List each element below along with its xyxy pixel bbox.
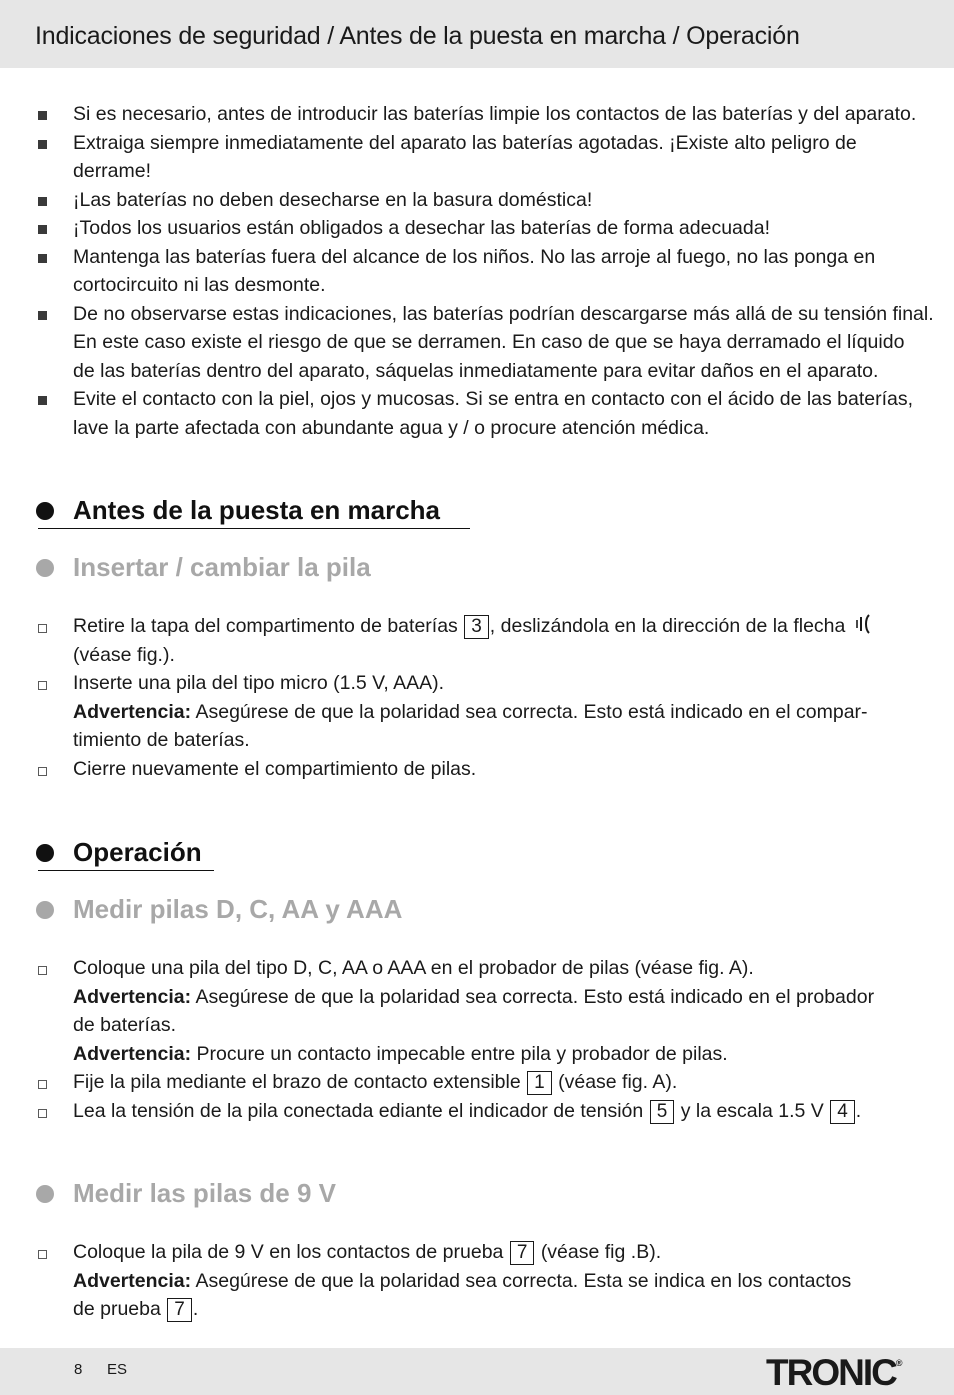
list-item: Fije la pila mediante el brazo de contacto extensible 1 (véase fig. A). <box>0 1068 954 1097</box>
warning-label: Advertencia: <box>73 1269 192 1292</box>
bullet-dot-icon <box>36 844 54 862</box>
list-item: ¡Las baterías no deben desecharse en la basura doméstica! <box>0 186 954 215</box>
part-reference: 5 <box>650 1100 675 1124</box>
list-item: Si es necesario, antes de introducir las baterías limpie los contactos de las baterías y del aparato. <box>0 100 954 129</box>
insert-steps-list <box>0 612 954 783</box>
list-item: Evite el contacto con la piel, ojos y mucosas. Si se entra en contacto con el ácido de las baterías, lave la parte afectada con abundante agua y / o procure atención médica. <box>0 385 954 442</box>
checkbox-bullet-icon <box>38 681 47 690</box>
part-reference: 3 <box>464 615 489 639</box>
page-number: 8 <box>74 1361 83 1378</box>
list-item: Lea la tensión de la pila conectada ediante el indicador de tensión 5 y la escala 1.5 V 4 . <box>0 1097 954 1126</box>
part-reference: 7 <box>167 1298 192 1322</box>
part-reference: 7 <box>510 1241 535 1265</box>
part-reference: 1 <box>527 1071 552 1095</box>
measure-steps-list <box>0 954 954 1125</box>
square-bullet-icon <box>38 225 47 234</box>
page-footer <box>0 1348 954 1395</box>
brand-logo: TRONIC® <box>766 1352 903 1393</box>
checkbox-bullet-icon <box>38 1109 47 1118</box>
square-bullet-icon <box>38 197 47 206</box>
warning-label: Advertencia: <box>73 1042 192 1065</box>
heading-underline <box>38 528 470 529</box>
checkbox-bullet-icon <box>38 624 47 633</box>
page-title: Indicaciones de seguridad / Antes de la puesta en marcha / Operación <box>35 22 800 50</box>
heading-underline <box>38 870 214 871</box>
list-item: Inserte una pila del tipo micro (1.5 V, AAA). Advertencia: Asegúrese de que la polaridad sea correcta. Esto está indicado en el compar- timiento de baterías. <box>0 669 954 755</box>
list-item: Mantenga las baterías fuera del alcance de los niños. No las arroje al fuego, no las ponga en cortocircuito ni las desmonte. <box>0 243 954 300</box>
square-bullet-icon <box>38 140 47 149</box>
part-reference: 4 <box>830 1100 855 1124</box>
list-item: Extraiga siempre inmediatamente del aparato las baterías agotadas. ¡Existe alto peligro de derrame! <box>0 129 954 186</box>
warning-label: Advertencia: <box>73 700 192 723</box>
list-item: Coloque una pila del tipo D, C, AA o AAA en el probador de pilas (véase fig. A). Advertencia: Asegúrese de que la polaridad sea correcta. Esto está indicado en el probador de baterías. Advertencia: Procure un contacto impecable entre pila y probador de pilas. <box>0 954 954 1068</box>
language-code: ES <box>107 1361 128 1378</box>
square-bullet-icon <box>38 311 47 320</box>
square-bullet-icon <box>38 396 47 405</box>
bullet-dot-icon <box>36 901 54 919</box>
list-item: Cierre nuevamente el compartimiento de pilas. <box>0 755 954 784</box>
checkbox-bullet-icon <box>38 1250 47 1259</box>
warning-label: Advertencia: <box>73 985 192 1008</box>
bullet-dot-icon <box>36 559 54 577</box>
square-bullet-icon <box>38 254 47 263</box>
list-item: Retire la tapa del compartimento de baterías 3 , deslizándola en la dirección de la flecha (véase fig.). <box>0 612 954 669</box>
checkbox-bullet-icon <box>38 1080 47 1089</box>
list-item: De no observarse estas indicaciones, las baterías podrían descargarse más allá de su tensión final. En este caso existe el riesgo de que se derramen. En caso de que se haya derramado el líquido de las baterías dentro del aparato, sáquelas inmediatamente para evitar daños en el aparato. <box>0 300 954 386</box>
checkbox-bullet-icon <box>38 966 47 975</box>
page-header <box>0 0 954 68</box>
safety-list <box>0 100 954 442</box>
list-item: Coloque la pila de 9 V en los contactos de prueba 7 (véase fig .B). Advertencia: Asegúrese de que la polaridad sea correcta. Esta se indica en los contactos de prueba 7 . <box>0 1238 954 1324</box>
square-bullet-icon <box>38 111 47 120</box>
list-item: ¡Todos los usuarios están obligados a desechar las baterías de forma adecuada! <box>0 214 954 243</box>
checkbox-bullet-icon <box>38 767 47 776</box>
nine-volt-steps-list <box>0 1238 954 1324</box>
slide-arrow-icon <box>854 613 872 635</box>
bullet-dot-icon <box>36 502 54 520</box>
bullet-dot-icon <box>36 1185 54 1203</box>
